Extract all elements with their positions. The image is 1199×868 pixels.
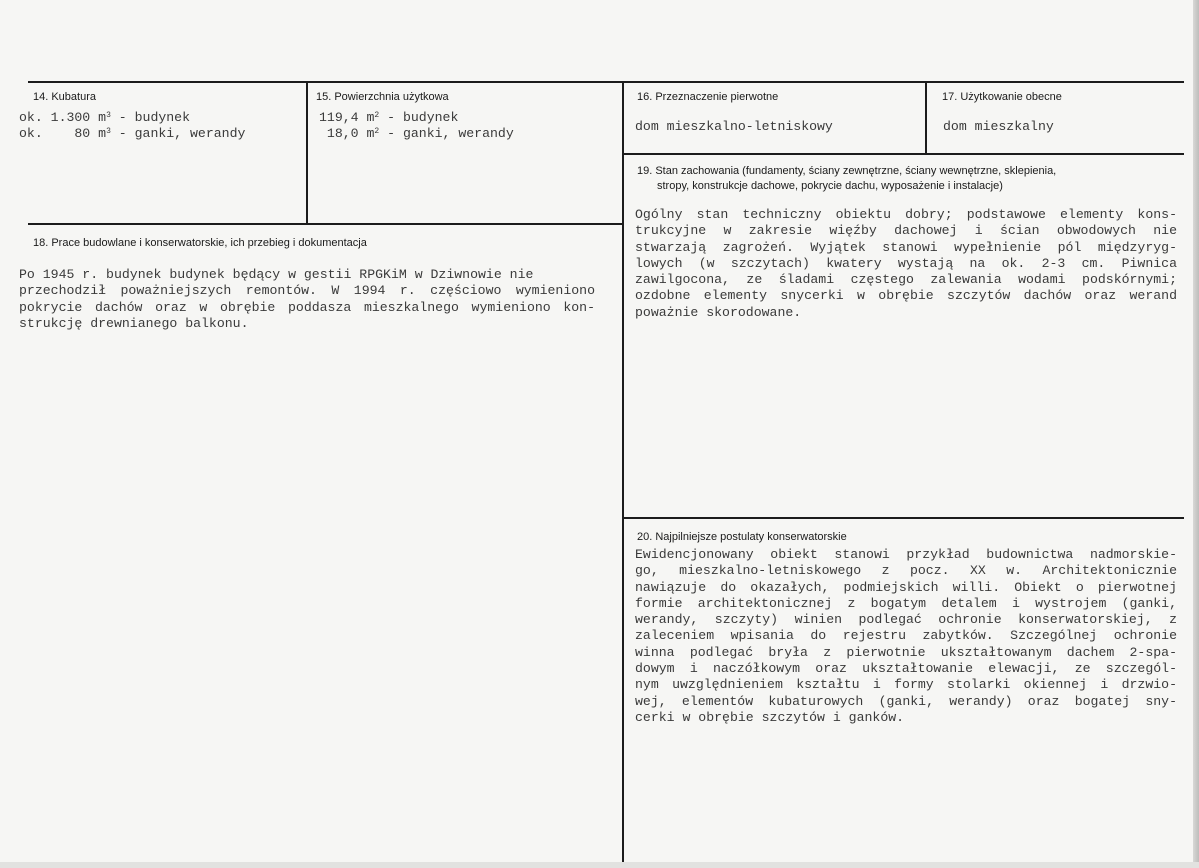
postulaty-line: winna podlegać bryła z pierwotnie ukształtowanym dachem 2-spa-: [635, 644, 1177, 660]
uzytkowanie-value: dom mieszkalny: [943, 119, 1054, 134]
postulaty-line: formie architektonicznej z bogatym detalem i wystrojem (ganki,: [635, 595, 1177, 611]
stan-line: trukcyjne w zakresie więźby dachowej i ścian obwodowych nie: [635, 223, 1177, 239]
powierzchnia-line-1: 119,4 $m^2$ - budynek: [319, 110, 459, 125]
postulaty-value: [635, 547, 1177, 726]
divider-left-right: [622, 81, 624, 868]
stan-line: zawilgocona, ze śladami częstego zalewania wodami podskórnymi;: [635, 272, 1177, 288]
stan-line: lowych (w szczytach) kwatery wystają na ok. 2-3 cm. Piwnica: [635, 255, 1177, 271]
prace-line: pokrycie dachów oraz w obrębie poddasza mieszkalnego wymieniono kon-: [19, 299, 595, 315]
prace-line: przechodził poważniejszych remontów. W 1994 r. częściowo wymieniono: [19, 283, 595, 299]
rule-below-19: [624, 517, 1184, 519]
stan-label-line-2: stropy, konstrukcje dachowe, pokrycie dachu, wyposażenie i instalacje): [657, 180, 1003, 192]
powierzchnia-label: 15. Powierzchnia użytkowa: [316, 91, 449, 103]
postulaty-line: cerki w obrębie szczytów i ganków.: [635, 709, 905, 725]
stan-label-line-1: 19. Stan zachowania (fundamenty, ściany zewnętrzne, ściany wewnętrzne, sklepienia,: [637, 165, 1057, 177]
postulaty-line: zaleceniem wpisania do rejestru zabytków. Szczególnej ochronie: [635, 628, 1177, 644]
kubatura-value: [19, 110, 245, 143]
divider-14-15: [306, 81, 308, 224]
top-rule: [28, 81, 1184, 83]
postulaty-line: Ewidencjonowany obiekt stanowi przykład budownictwa nadmorskie-: [635, 547, 1177, 562]
kubatura-label: 14. Kubatura: [33, 91, 96, 103]
paper-edge-bottom: [0, 862, 1199, 868]
stan-value: [635, 207, 1177, 321]
postulaty-line: go, mieszkalno-letniskowego z pocz. XX w. Architektonicznie: [635, 563, 1177, 579]
postulaty-line: nym uwzględnieniem kształtu i formy stolarki okiennej i drzwio-: [635, 677, 1177, 693]
postulaty-line: nawiązuje do okazałych, podmiejskich willi. Obiekt o pierwotnej: [635, 579, 1177, 595]
paper-edge-right: [1193, 0, 1199, 868]
stan-line: stwarzają zagrożeń. Wyjątek stanowi wypełnienie pól międzyryg-: [635, 239, 1177, 255]
przeznaczenie-value: dom mieszkalno-letniskowy: [635, 119, 833, 134]
powierzchnia-line-2: 18,0 $m^2$ - ganki, werandy: [319, 126, 514, 142]
przeznaczenie-label: 16. Przeznaczenie pierwotne: [637, 91, 779, 103]
prace-line: Po 1945 r. budynek budynek będący w gestii RPGKiM w Dziwnowie nie: [19, 267, 534, 282]
rule-below-14-15: [28, 223, 624, 225]
rule-below-16-17: [624, 153, 1184, 155]
kubatura-line-1: ok. 1.300 $m^3$ - budynek: [19, 110, 191, 125]
prace-value: [19, 267, 595, 332]
powierzchnia-value: [319, 110, 514, 143]
kubatura-line-2: ok. 80 $m^3$ - ganki, werandy: [19, 126, 246, 142]
postulaty-line: dowym i naczółkowym oraz ukształtowanie elewacji, ze szczegól-: [635, 661, 1177, 677]
postulaty-line: wej, elementów kubaturowych (ganki, werandy) oraz bogatej sny-: [635, 693, 1177, 709]
stan-line: Ogólny stan techniczny obiektu dobry; podstawowe elementy kons-: [635, 207, 1177, 222]
stan-line: poważnie skorodowane.: [635, 304, 802, 320]
divider-16-17: [925, 81, 927, 154]
postulaty-line: werandy, szczyty) winien podlegać ochronie konserwatorskiej, z: [635, 612, 1177, 628]
stan-line: ozdobne elementy snycerki w obrębie szczytów dachów oraz werand: [635, 288, 1177, 304]
uzytkowanie-label: 17. Użytkowanie obecne: [942, 91, 1062, 103]
prace-line: strukcję drewnianego balkonu.: [19, 315, 249, 331]
postulaty-label: 20. Najpilniejsze postulaty konserwatorskie: [637, 531, 847, 543]
prace-label: 18. Prace budowlane i konserwatorskie, ich przebieg i dokumentacja: [33, 237, 367, 249]
